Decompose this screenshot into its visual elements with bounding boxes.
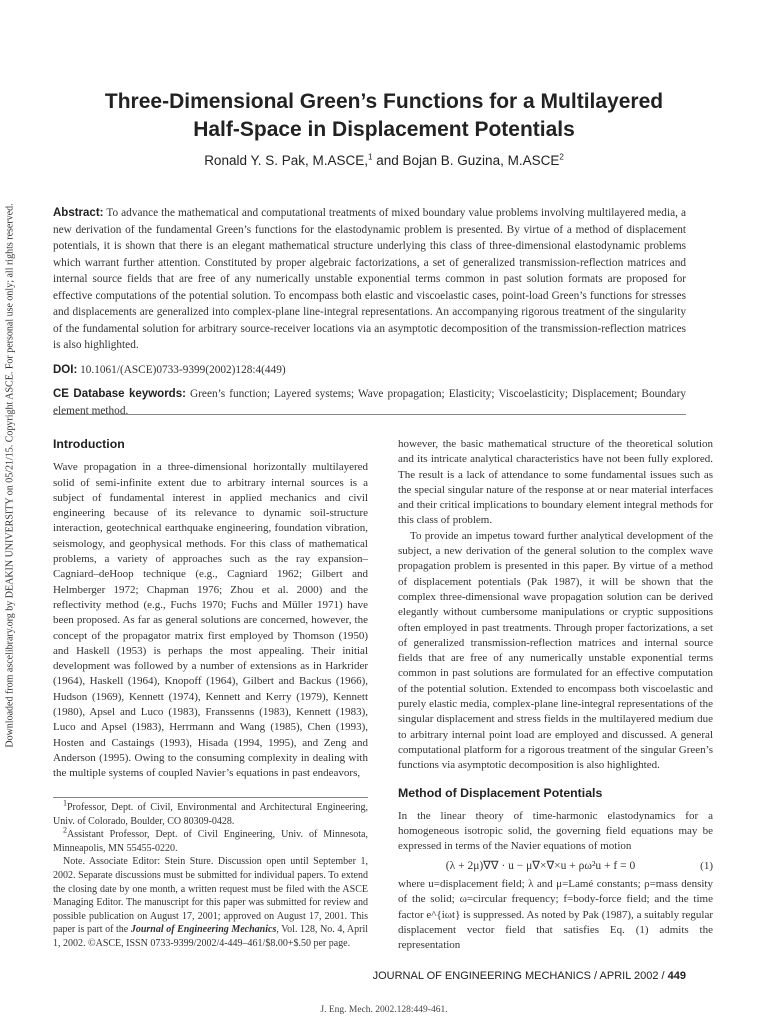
doi-value: 10.1061/(ASCE)0733-9399(2002)128:4(449) — [80, 363, 286, 376]
footnote-1 — [53, 798, 368, 828]
right-column — [398, 437, 713, 954]
method-heading: Method of Displacement Potentials — [398, 785, 603, 800]
footnote-2-mark: 2 — [63, 825, 67, 835]
paper-title — [0, 88, 768, 144]
introduction-paragraph-2: however, the basic mathematical structure of the theoretical solution and its intricate analytical characteristics have not been fully explored. The result is a lack of attendance to some fundamental issues such as the special singular nature of the response at or near material interfaces and their critical implications to boundary element integral methods for this class of problem. — [398, 438, 713, 527]
citation-line: J. Eng. Mech. 2002.128:449-461. — [320, 1005, 448, 1015]
footnote-1-mark: 1 — [63, 798, 67, 808]
method-paragraph-2: where u=displacement field; λ and μ=Lamé constants; ρ=mass density of the solid; ω=circular frequency; f=body-force field; and the time factor e^{iωt} is suppressed. As noted by Pak (1987), a suitably regular displacement vector field that satisfies Eq. (1) admits the representation — [398, 878, 713, 952]
journal-footer — [53, 970, 686, 982]
title-line-2: Half-Space in Displacement Potentials — [193, 118, 575, 141]
abstract — [53, 205, 686, 354]
editorial-note-text-b: , Vol. 128, No. 4, April 1, 2002. ©ASCE, ISSN 0733-9399/2002/4-449–461/$8.00+$.50 per page. — [53, 924, 368, 949]
author-conjunction: and — [372, 153, 403, 168]
download-notice: Downloaded from ascelibrary.org by DEAKIN UNIVERSITY on 05/21/15. Copyright ASCE. For personal use only; all rights reserved. — [4, 203, 16, 748]
footnotes — [53, 797, 368, 951]
introduction-paragraph-1: Wave propagation in a three-dimensional horizontally multilayered solid of semi-infinite extent due to arbitrary internal sources is a subject of fundamental interest in applied mechanics and civil engineering because of its relevance to dynamic soil-structure interaction, geotechnical earthquake engineering, foundation vibration, seismology, and geophysical methods. For this class of mathematical problems, a variety of approaches such as the ray expansion–Cagniard–deHoop technique (e.g., Cagniard 1962; Gilbert and Helmberger 1972; Chapman 1976; Zhou et al. 2000) and the reflectivity method (e.g., Fuchs 1970; Fuchs and Müller 1971) have been proposed. As far as general solutions are concerned, however, the concept of the propagator matrix first employed by Thomson (1950) and Haskell (1953) is perhaps the most appealing. Their initial development was followed by a number of extensions as in Harkrider (1964), Haskell (1964), Knopoff (1964), Gilbert and Backus (1966), Hudson (1969), Kennett (1974), Kennett and Kerry (1979), Kennett (1980), Apsel and Luco (1983), Franssenns (1983), Kennett (1983), Luco and Apsel (1983), Herrmann and Wang (1985), Chen (1993), Hosten and Castaings (1993), Hisada (1994, 1995), and Zeng and Anderson (1995). Owing to the consuming complexity in dealing with the multiple systems of coupled Navier’s equations in past endeavors, — [53, 461, 368, 780]
footnote-2-text: Assistant Professor, Dept. of Civil Engineering, Univ. of Minnesota, Minneapolis, MN 55455-0220. — [53, 829, 368, 854]
footnote-1-text: Professor, Dept. of Civil, Environmental and Architectural Engineering, Univ. of Colorado, Boulder, CO 80309-0428. — [53, 802, 368, 827]
equation-1-number: (1) — [700, 859, 713, 872]
abstract-text: To advance the mathematical and computational treatments of mixed boundary value problems involving multilayered media, a new derivation of the fundamental Green’s functions for the elastodynamic problem is presented. By virtue of a method of displacement potentials, it is shown that there is an elegant mathematical structure underlying this class of three-dimensional elastodynamic problems which warrant further attention. Constituted by proper algebraic factorizations, a set of generalized transmission-reflection matrices and internal source fields that are free of any numerically unstable exponential terms common in past solution formats are proposed for effective computations of the potential solution. To encompass both elastic and viscoelastic cases, point-load Green’s functions for stresses and displacements are generalized into complex-plane line-integral representations. An accompanying rigorous treatment of the singularity of the fundamental solution for arbitrary source-receiver locations via an asymptotic decomposition of the transmission-reflection matrices is also highlighted. — [53, 207, 686, 351]
method-paragraph-1: In the linear theory of time-harmonic elastodynamics for a homogeneous isotropic solid, the governing field equations may be expressed in terms of the Navier equations of motion — [398, 809, 713, 853]
introduction-paragraph-3: To provide an impetus toward further analytical development of the subject, a new derivation of the general solution to the complex wave propagation problem is presented in this paper. By virtue of a method of displacement potentials (Pak 1987), it will be shown that the complex three-dimensional wave propagation solution can be derived elegantly without cumbersome manipulations or cryptic suppositions often employed in past treatments. Through proper factorizations, a set of generalized transmission-reflection matrices and internal source fields that are free of any numerically unstable exponential terms common in past solutions are formulated for an effective computation of the potential solution. Extended to encompass both viscoelastic and purely elastic media, complex-plane line-integral representations of the singular displacement and stress fields in the multilayered medium due to arbitrary internal point load are employed and discussed. A general computational platform for a rigorous treatment of the singular Green’s functions via asymptotic decomposition is also highlighted. — [398, 529, 713, 772]
footnote-2 — [53, 825, 368, 855]
editorial-note — [53, 855, 368, 950]
abstract-label: Abstract: — [53, 207, 104, 219]
abstract-divider — [53, 414, 686, 415]
abstract-block — [53, 205, 686, 419]
page-number: 449 — [667, 970, 686, 982]
introduction-heading: Introduction — [53, 437, 125, 451]
doi-line — [53, 362, 686, 379]
keywords-value: Green’s function; Layered systems; Wave propagation; Elasticity; Viscoelasticity; Displacement; Boundary element method. — [53, 388, 686, 417]
equation-1 — [398, 859, 713, 874]
author-1: Ronald Y. S. Pak, M.ASCE, — [204, 153, 369, 168]
editorial-note-journal: Journal of Engineering Mechanics — [130, 924, 277, 936]
journal-footer-text: JOURNAL OF ENGINEERING MECHANICS / APRIL 2002 / — [372, 970, 668, 982]
doi-label: DOI: — [53, 363, 78, 376]
equation-1-text: (λ + 2μ)∇∇ · u − μ∇×∇×u + ρω²u + f = 0 — [445, 859, 636, 872]
author-2: Bojan B. Guzina, M.ASCE — [402, 153, 560, 168]
title-line-1: Three-Dimensional Green’s Functions for a Multilayered — [104, 90, 664, 113]
author-line — [0, 153, 768, 168]
author-1-affiliation-mark: 1 — [368, 152, 373, 162]
editorial-note-text-a: Note. Associate Editor: Stein Sture. Discussion open until September 1, 2002. Separate discussions must be submitted for individual papers. To extend the closing date by one month, a written request must be filed with the ASCE Managing Editor. The manuscript for this paper was submitted for review and possible publication on August 17, 2001; approved on August 17, 2001. This paper is part of the — [53, 856, 368, 936]
author-2-affiliation-mark: 2 — [559, 152, 564, 162]
left-column — [53, 437, 368, 782]
keywords-label: CE Database keywords: — [53, 388, 186, 400]
